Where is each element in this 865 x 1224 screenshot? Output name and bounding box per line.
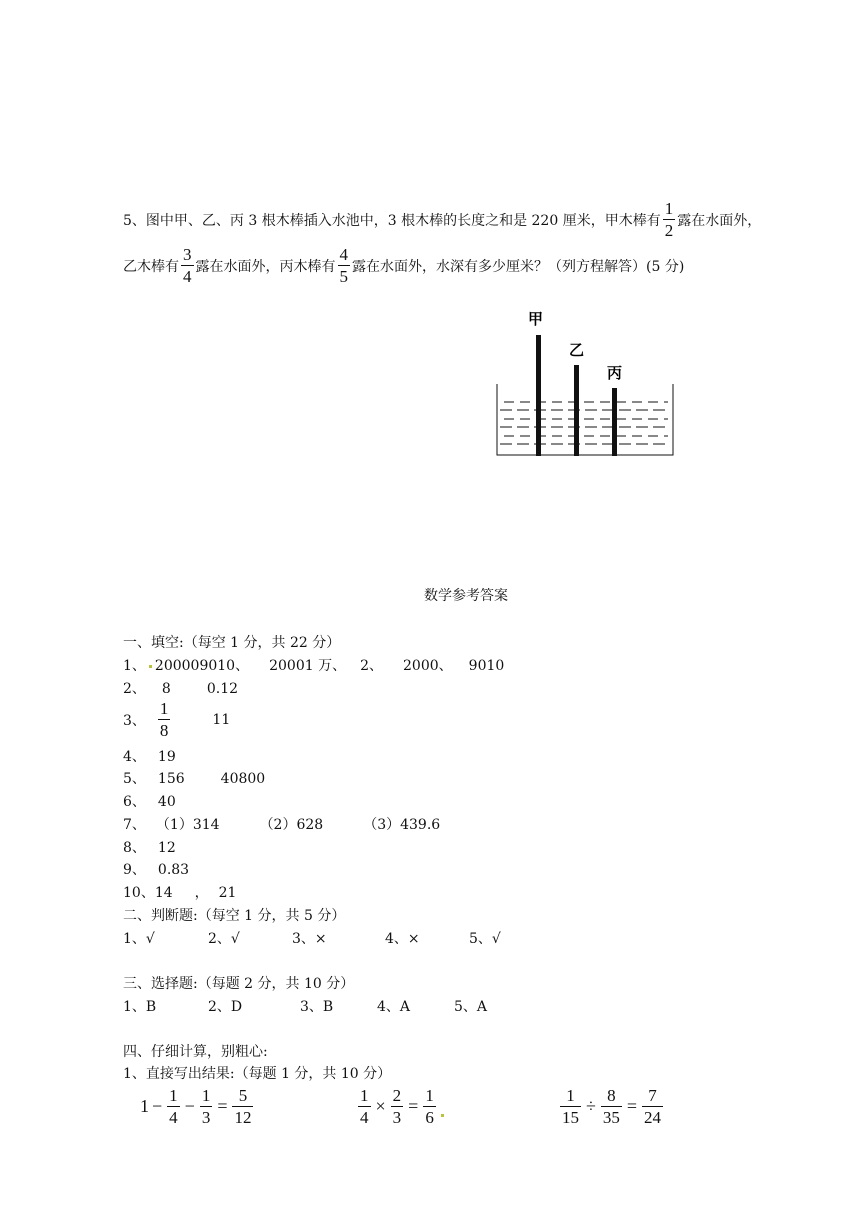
marker-dot [441,1114,444,1117]
answer-row: 4、 19 [123,749,176,765]
judge-item: 1、√ [123,931,155,947]
equation-3: $\frac{1}{15}$ ÷ $\frac{8}{35}$ = $\frac{7}{24}$ [562,1086,662,1127]
problem5-text: 5、图中甲、乙、丙 3 根木棒插入水池中，3 根木棒的长度之和是 220 厘米，甲木棒有 [123,212,661,229]
fraction: $\frac{1}{15}$ [562,1086,579,1127]
equation-2: $\frac{1}{4}$ × $\frac{2}{3}$ = $\frac{1}{6}$ [356,1087,447,1126]
water-tank-diagram [490,305,680,460]
stick-yi [574,365,579,456]
choice-item: 4、A [377,999,411,1015]
problem5-text: 露在水面外，水深有多少厘米？（列方程解答）(5 分) [352,258,685,275]
problem5-text: 乙木棒有 [123,258,179,275]
answer-row: 3、 $\frac{1}{8}$ 11 [123,699,231,740]
fraction: $\frac{1}{2}$ [664,199,674,240]
fraction: $\frac{1}{4}$ [169,1086,178,1127]
answer-row: 9、 0.83 [123,862,190,878]
label-jia: 甲 [528,310,544,328]
judge-item: 5、√ [469,931,501,947]
section-3-heading: 三、选择题:（每题 2 分，共 10 分） [123,976,355,992]
answer-row: 6、 40 [123,794,176,810]
answers-title: 数学参考答案 [424,588,508,604]
choice-item: 1、B [123,999,157,1015]
fraction: $\frac{3}{4}$ [183,245,192,286]
answer-row: 8、 12 [123,840,176,856]
section-2-heading: 二、判断题:（每空 1 分，共 5 分） [123,908,346,924]
section-4-heading: 四、仔细计算，别粗心: [123,1044,268,1060]
answer-row: 7、 （1）314 （2）628 （3）439.6 [123,817,441,833]
water-lines [500,402,668,444]
stick-jia [536,335,541,456]
problem5-text: 露在水面外，丙木棒有 [195,258,336,275]
fraction: $\frac{1}{8}$ [159,699,169,740]
answer-row: 1、 200009010、 20001 万、 2、 2000、 9010 [123,658,505,674]
choice-item: 2、D [208,999,243,1015]
problem5-text: 露在水面外， [677,212,762,229]
judge-item: 3、× [292,931,327,947]
problem5-line2 [123,246,684,285]
choice-item: 5、A [454,999,488,1015]
fraction: $\frac{4}{5}$ [339,245,348,286]
label-yi: 乙 [569,341,585,359]
fraction: $\frac{7}{24}$ [644,1086,662,1127]
stick-bing [612,388,617,456]
equation-1: 1 − $\frac{1}{4}$ − $\frac{1}{3}$ = $\frac{5}{12}$ [140,1086,252,1127]
fraction: $\frac{1}{3}$ [201,1086,211,1127]
judge-item: 2、√ [208,931,240,947]
fraction: $\frac{1}{6}$ [425,1086,434,1127]
judge-item: 4、× [385,931,420,947]
section-4-subheading: 1、直接写出结果:（每题 1 分，共 10 分） [123,1066,392,1082]
answer-row: 5、 156 40800 [123,771,266,787]
answer-row: 10、14 ， 21 [123,885,237,901]
fraction: $\frac{2}{3}$ [392,1086,402,1127]
fraction: $\frac{1}{4}$ [360,1086,369,1127]
section-1-heading: 一、填空:（每空 1 分，共 22 分） [123,635,341,651]
fraction: $\frac{5}{12}$ [234,1086,252,1127]
marker-dot [149,665,152,668]
label-bing: 丙 [607,364,623,382]
fraction: $\frac{8}{35}$ [602,1086,620,1127]
answer-row: 2、 8 0.12 [123,681,239,697]
choice-item: 3、B [300,999,334,1015]
problem5-line1 [123,200,761,239]
